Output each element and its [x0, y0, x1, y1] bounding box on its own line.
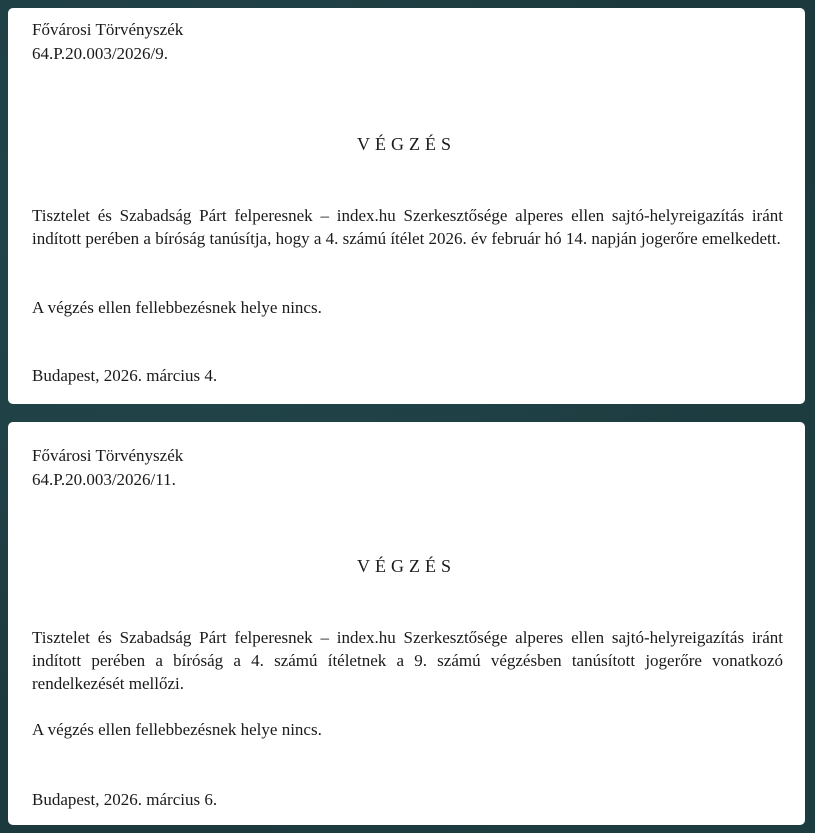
order-body: Tisztelet és Szabadság Párt felperesnek – index.hu Szerkesztősége alperes ellen sajtó-helyreigazítás iránt indított perében a bíróság a 4. számú ítéletnek a 9. számú végzésben tanúsított jogerőre vonatkozó rendelkezését mellőzi. — [32, 628, 783, 693]
appeal-notice: A végzés ellen fellebbezésnek helye nincs. — [32, 720, 322, 739]
place-and-date: Budapest, 2026. március 6. — [32, 790, 218, 809]
document-title: VÉGZÉS — [357, 556, 456, 576]
order-body: Tisztelet és Szabadság Párt felperesnek – index.hu Szerkesztősége alperes ellen sajtó-helyreigazítás iránt indított perében a bíróság tanúsítja, hogy a 4. számú ítélet 2026. év február hó 14. napján jogerőre emelkedett. — [32, 206, 783, 248]
court-name: Fővárosi Törvényszék — [32, 446, 184, 465]
court-order-document-1 — [8, 8, 805, 404]
court-name: Fővárosi Törvényszék — [32, 20, 184, 39]
case-number: 64.P.20.003/2026/11. — [32, 470, 176, 489]
case-number: 64.P.20.003/2026/9. — [32, 44, 169, 63]
place-and-date: Budapest, 2026. március 4. — [32, 366, 218, 385]
court-order-document-2 — [8, 422, 805, 825]
document-title: VÉGZÉS — [357, 134, 456, 154]
appeal-notice: A végzés ellen fellebbezésnek helye nincs. — [32, 298, 322, 317]
